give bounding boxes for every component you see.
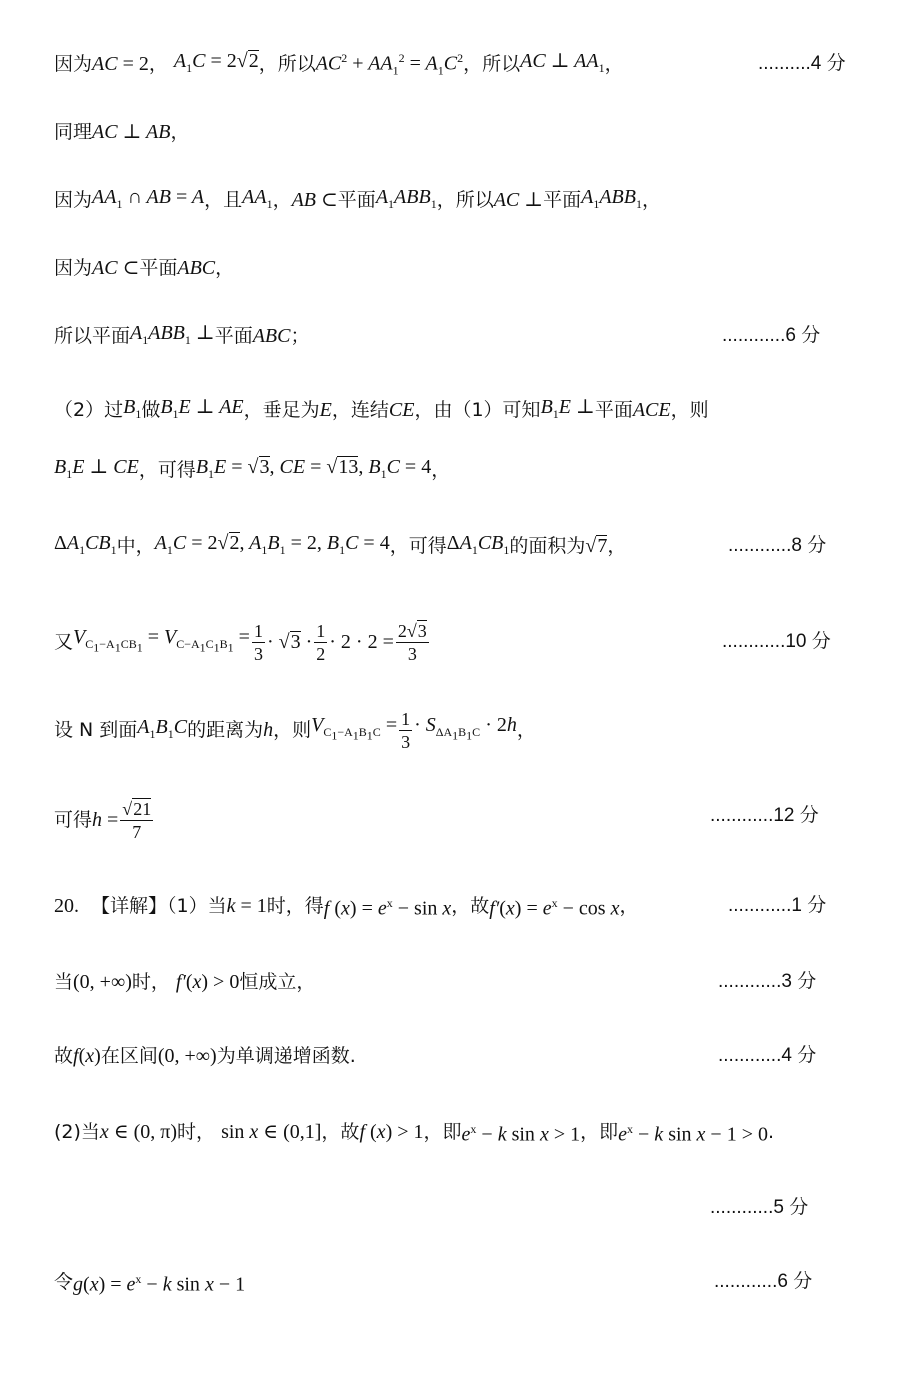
text: 故 [54, 1045, 74, 1067]
score-mark: ............6 分 [722, 325, 821, 346]
formula: E [319, 399, 332, 421]
text: ， [148, 53, 168, 75]
text: 因为 [54, 257, 93, 279]
formula: h [263, 719, 274, 741]
formula: AC ⊂ [92, 257, 140, 279]
fraction: $\frac{1}{3}$ [401, 708, 411, 752]
text: ，故 [321, 1121, 360, 1143]
text: ，则 [670, 399, 709, 421]
text: 时， [131, 971, 170, 993]
text: 同理 [54, 121, 93, 143]
text: 令 [54, 1271, 74, 1293]
proof-line-4 [54, 248, 234, 288]
proof-line-17 [54, 1262, 245, 1302]
formula: $e^x - k$ sin x > 1 [461, 1122, 581, 1146]
text: ，即 [423, 1121, 462, 1143]
text: 【详解】（1）当 [91, 895, 227, 917]
formula: AC ⊥ [493, 189, 544, 211]
text: 恒成立， [239, 971, 316, 993]
proof-line-14 [54, 1036, 356, 1076]
formula: k = 1 [226, 895, 267, 917]
text: ， [215, 257, 235, 279]
text: ， [604, 53, 624, 75]
question-number: 20. [54, 895, 79, 917]
proof-line-2 [54, 112, 189, 152]
score-mark: ............10 分 [722, 631, 831, 652]
text: ， [431, 459, 451, 481]
score-mark: ............1 分 [728, 895, 827, 916]
formula: h = [92, 809, 119, 831]
score-mark: ............8 分 [728, 535, 827, 556]
score-mark: ............12 分 [710, 805, 819, 826]
score-mark: ............4 分 [718, 1045, 817, 1066]
text: 平面 [139, 257, 178, 279]
text: 因为 [54, 53, 93, 75]
text: ， [170, 121, 190, 143]
proof-line-5 [54, 316, 310, 356]
text: 平面 [337, 189, 376, 211]
formula: $AC^2 + AA_1^2 = A_1C^2$ [315, 50, 464, 78]
formula: (0, +∞) [157, 1045, 217, 1067]
formula: f′(x) > 0 [175, 971, 240, 993]
formula: ABC [177, 257, 216, 279]
formula: ABC [252, 325, 291, 347]
fraction: $\frac{√21}{7}$ [122, 798, 152, 842]
text: 中， [116, 535, 155, 557]
text: ，由（1）可知 [414, 399, 541, 421]
formula: $e^x - k$ sin x − 1 > 0 [618, 1122, 768, 1146]
text: ，所以 [436, 189, 494, 211]
formula: f (x) > 1 [359, 1121, 424, 1143]
text: 的距离为 [187, 719, 264, 741]
text: ，所以 [463, 53, 521, 75]
formula: $A_1B_1C$ [137, 715, 188, 741]
formula: ACE [632, 399, 671, 421]
formula: CE [388, 399, 415, 421]
proof-line-12 [54, 886, 638, 926]
text: 又 [54, 631, 74, 653]
text: ，垂足为 [243, 399, 320, 421]
text: (2)当 [54, 1121, 100, 1143]
formula: AC ⊥ $AA_1$ [520, 49, 605, 75]
text: ，连结 [331, 399, 389, 421]
text: 平面 [543, 189, 582, 211]
score-mark: ..........4 分 [758, 53, 846, 74]
formula: $A_1C = 2√2$ [173, 49, 259, 75]
formula: $A_1ABB_1$ [375, 185, 437, 211]
text: ，可得 [138, 459, 196, 481]
score-mark: ............6 分 [714, 1271, 813, 1292]
score-mark: ............5 分 [710, 1197, 809, 1218]
formula: $f'(x) = e^x - \cos x$ [489, 896, 620, 920]
formula: $AA_1$ [242, 185, 273, 211]
text: 当 [54, 971, 74, 993]
formula: $\Delta A_1CB_1$ [54, 531, 117, 557]
fraction: $\frac{1}{3}$ [253, 620, 263, 664]
formula: AB ⊂ [291, 189, 338, 211]
text: 时， [177, 1121, 216, 1143]
formula: x ∈ (0, π) [99, 1121, 178, 1143]
formula: f(x) [73, 1045, 101, 1067]
proof-line-8 [54, 526, 626, 566]
proof-line-9 [54, 618, 431, 666]
formula: $\Delta A_1CB_1$ [446, 531, 510, 557]
formula: $B_1E$ ⊥ AE [160, 395, 244, 421]
proof-line-15 [54, 1112, 774, 1152]
fraction: $\frac{1}{2}$ [316, 620, 326, 664]
text: . [767, 1121, 775, 1143]
proof-line-6 [54, 390, 709, 430]
text: ， [619, 895, 639, 917]
formula: AC = 2 [92, 53, 149, 75]
formula: $B_1$ [123, 395, 142, 421]
text: 平面 [594, 399, 633, 421]
text: 做 [141, 399, 161, 421]
text: （2）过 [54, 399, 124, 421]
text: ，且 [204, 189, 243, 211]
text: ， [607, 535, 627, 557]
formula: $V_{C_1-A_1B_1C}$ = [311, 713, 398, 743]
text: ，即 [580, 1121, 619, 1143]
formula: √7 [585, 535, 608, 557]
formula: (0, +∞) [73, 971, 132, 993]
text: 因为 [54, 189, 93, 211]
text: 平面 [214, 325, 253, 347]
text: ，所以 [258, 53, 316, 75]
text: 所以平面 [54, 325, 131, 347]
formula: AC ⊥ AB [92, 121, 171, 143]
text: 的面积为 [509, 535, 586, 557]
text: ， [516, 719, 536, 741]
score-mark: ............3 分 [718, 971, 817, 992]
text: 可得 [54, 809, 93, 831]
text: ，故 [451, 895, 490, 917]
formula: $g(x) = e^x - k$ sin x − 1 [73, 1272, 246, 1296]
text: 设 N 到面 [54, 719, 138, 741]
formula: $V_{C_1-A_1CB_1} = V_{C-A_1C_1B_1}$ = [73, 625, 250, 655]
formula: $AA_1$ ∩ AB = A [92, 185, 205, 211]
formula: · 2 · 2 = [329, 631, 394, 653]
text: ， [641, 189, 661, 211]
formula: sin x ∈ (0,1] [221, 1121, 322, 1143]
fraction: $\frac{2√3}{3}$ [397, 620, 427, 664]
proof-line-3 [54, 180, 661, 220]
proof-line-11 [54, 792, 155, 848]
text: 时，得 [266, 895, 324, 917]
text: ，可得 [389, 535, 447, 557]
proof-line-13 [54, 962, 315, 1002]
formula: f $(x) = e^x - \sin x$ [323, 896, 452, 920]
proof-line-10 [54, 706, 536, 754]
text: ； [290, 325, 310, 347]
formula: $A_1C = 2√2$, $A_1B_1 = 2$, $B_1C = 4$ [154, 531, 390, 557]
proof-line-1 [54, 44, 624, 84]
formula: $A_1ABB_1$ [581, 185, 642, 211]
formula: · $S_{\Delta A_1B_1C} \cdot 2h$ [414, 713, 517, 743]
formula: $B_1E$ ⊥ [540, 395, 595, 421]
formula: · √3 · [266, 631, 313, 653]
text: ， [272, 189, 292, 211]
formula: $B_1E = √3$, CE = √13, $B_1C = 4$ [195, 455, 432, 481]
text: 为单调递增函数. [216, 1045, 356, 1067]
formula: $A_1ABB_1$ ⊥ [130, 321, 215, 347]
formula: $B_1E$ ⊥ CE [54, 455, 139, 481]
proof-line-7 [54, 450, 450, 490]
text: ，则 [273, 719, 312, 741]
text: 在区间 [100, 1045, 158, 1067]
